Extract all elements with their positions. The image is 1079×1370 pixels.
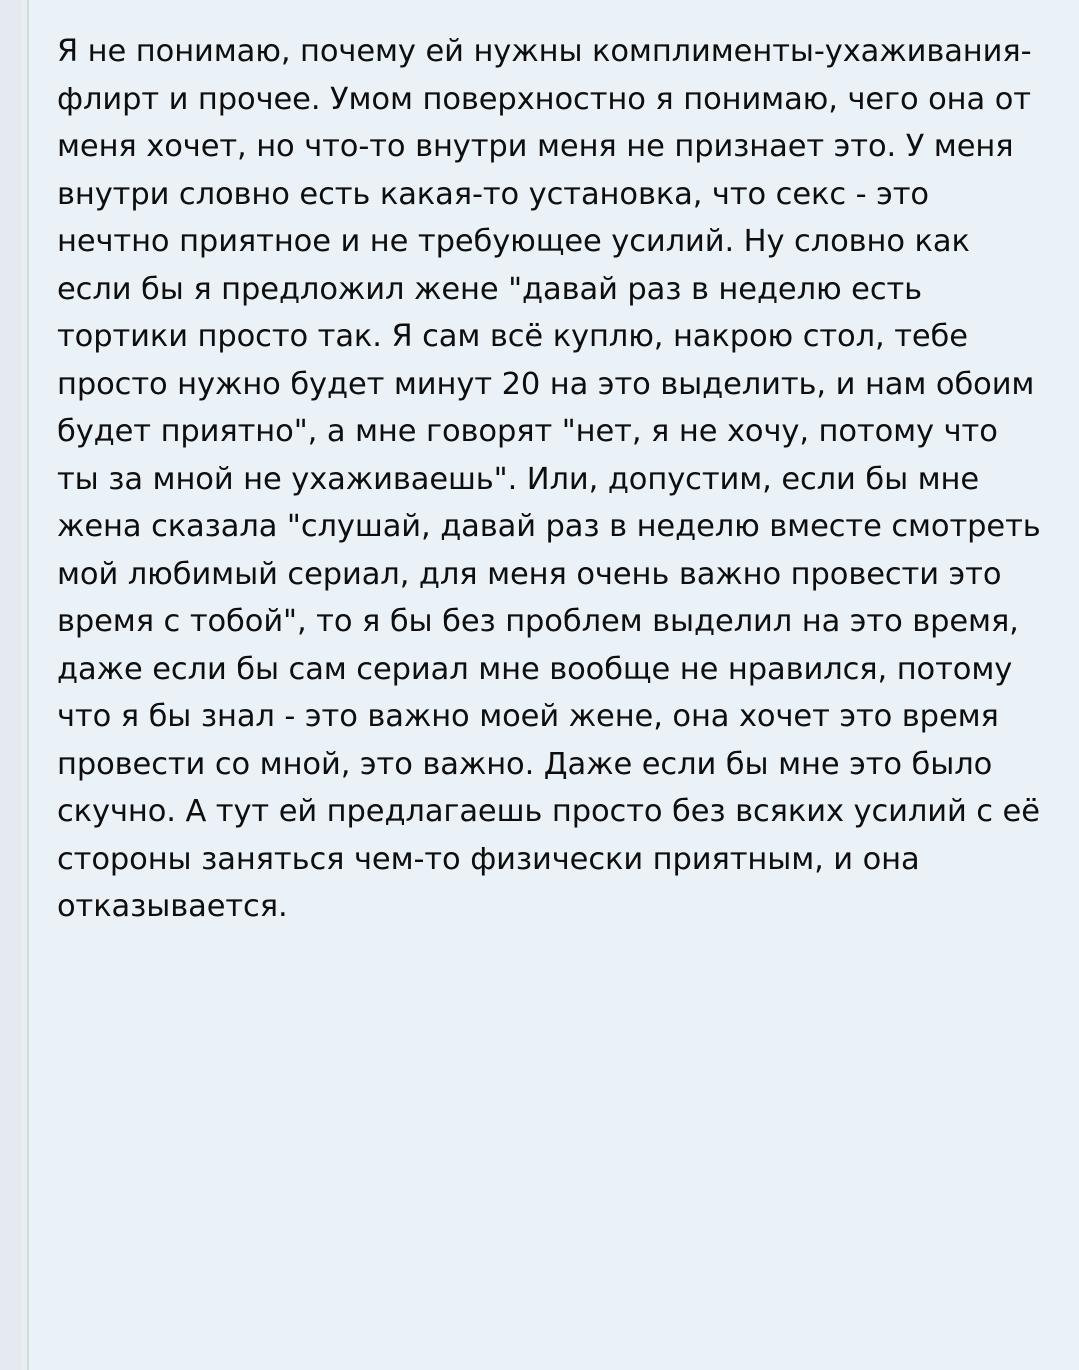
post-text: Я не понимаю, почему ей нужны комплименты-ухаживания-флирт и прочее. Умом поверхностно я понимаю, чего она от меня хочет, но что-то внутри меня не признает это. У меня внутри словно есть какая-то установка, что секс - это нечтно приятное и не требующее усилий. Ну словно как если бы я предложил жене "давай раз в неделю есть тортики просто так. Я сам всё куплю, накрою стол, тебе просто нужно будет минут 20 на это выделить, и нам обоим будет приятно", а мне говорят "нет, я не хочу, потому что ты за мной не ухаживаешь". Или, допустим, если бы мне жена сказала "слушай, давай раз в неделю вместе смотреть мой любимый сериал, для меня очень важно провести это время с тобой", то я бы без проблем выделил на это время, даже если бы сам сериал мне вообще не нравился, потому что я бы знал - это важно моей жене, она хочет это время провести со мной, это важно. Даже если бы мне это было скучно. А тут ей предлагаешь просто без всяких усилий с её стороны заняться чем-то физически приятным, и она отказывается. bbox=[57, 34, 1051, 924]
post-card bbox=[29, 0, 1079, 1370]
left-gutter bbox=[0, 0, 22, 1370]
